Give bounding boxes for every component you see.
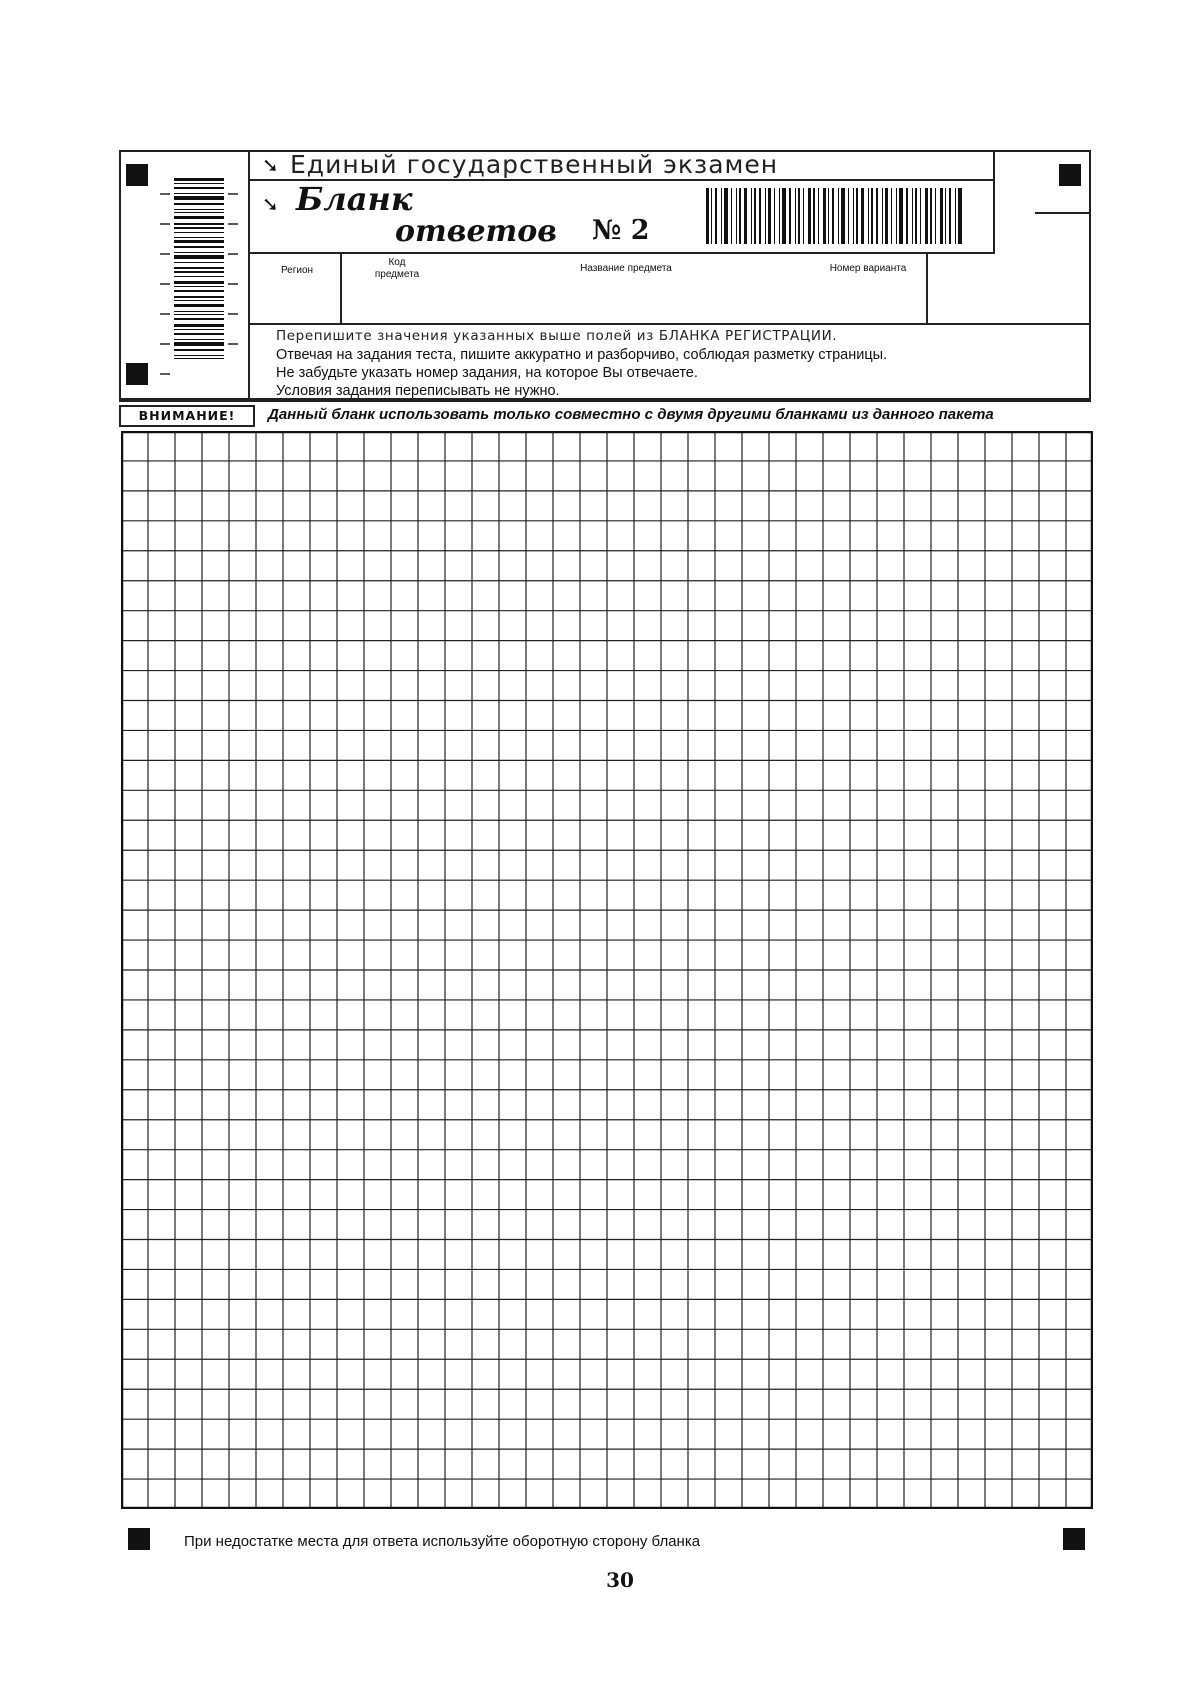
page-number: 30 (606, 1568, 634, 1592)
barcode-bar (798, 188, 800, 244)
corner-marker-bottom-right (1063, 1528, 1085, 1550)
barcode-bar (174, 187, 224, 189)
barcode-bar (945, 188, 946, 244)
barcode-bar (174, 311, 224, 312)
barcode-bar (940, 188, 943, 244)
barcode-bar (174, 314, 224, 315)
barcode-bar (174, 276, 224, 277)
attention-row-top-border (119, 400, 1091, 402)
barcode-bar (868, 188, 869, 244)
barcode-bar (174, 183, 224, 184)
vertical-barcode-icon (160, 174, 238, 386)
barcode-bar (882, 188, 883, 244)
barcode-bar (789, 188, 791, 244)
instruction-line-2: Отвечая на задания теста, пишите аккуратно и разборчиво, соблюдая разметку страницы. (276, 347, 888, 363)
barcode-bar (174, 216, 224, 219)
barcode-bar (724, 188, 728, 244)
barcode-bar (949, 188, 951, 244)
attention-text: Данный бланк использовать только совместно с двумя другими бланками из данного пакета (268, 406, 994, 423)
barcode-bar (744, 188, 747, 244)
instruction-line-1: Перепишите значения указанных выше полей из БЛАНКА РЕГИСТРАЦИИ. (276, 328, 838, 344)
barcode-bar (174, 178, 224, 181)
barcode-bar (958, 188, 962, 244)
barcode-bar (706, 188, 709, 244)
corner-marker-bottom-left (128, 1528, 150, 1550)
subject-name-label: Название предмета (580, 263, 672, 274)
barcode-bar (174, 255, 224, 259)
instruction-line-3: Не забудьте указать номер задания, на которое Вы отвечаете. (276, 365, 698, 381)
arrow-down-right-icon: ➘ (262, 153, 279, 177)
barcode-bar (906, 188, 908, 244)
field-row-divider (250, 323, 1091, 325)
barcode-bar (795, 188, 796, 244)
barcode-bar (174, 290, 224, 292)
barcode-bar (174, 300, 224, 301)
barcode-bar (848, 188, 849, 244)
barcode-bar (174, 296, 224, 298)
barcode-bar (861, 188, 864, 244)
barcode-bar (803, 188, 804, 244)
barcode-bar (768, 188, 771, 244)
horizontal-barcode-icon (704, 188, 966, 246)
arrow-down-right-icon: ➘ (262, 192, 279, 216)
barcode-bar (774, 188, 775, 244)
form-number: № 2 (592, 215, 650, 246)
barcode-bar (721, 188, 722, 244)
barcode-bar (782, 188, 786, 244)
barcode-bar (920, 188, 921, 244)
barcode-bar (174, 358, 224, 359)
subject-code-label-1: Код (388, 257, 406, 268)
barcode-bar (751, 188, 752, 244)
barcode-bar (174, 237, 224, 238)
barcode-bar (899, 188, 903, 244)
corner-box-line (1035, 212, 1091, 214)
barcode-bar (174, 227, 224, 229)
barcode-bar (174, 267, 224, 269)
form-title-line2: ответов (395, 214, 557, 249)
barcode-bar (765, 188, 766, 244)
subject-code-label-2: предмета (374, 269, 420, 280)
barcode-bar (739, 188, 741, 244)
barcode-bar (174, 333, 224, 335)
barcode-bar (736, 188, 737, 244)
barcode-bar (779, 188, 780, 244)
barcode-bar (759, 188, 761, 244)
barcode-bar (174, 232, 224, 233)
barcode-bar (925, 188, 928, 244)
field-divider (340, 254, 342, 323)
barcode-bar (715, 188, 717, 244)
barcode-bar (174, 271, 224, 273)
instruction-line-4: Условия задания переписывать не нужно. (276, 383, 560, 399)
barcode-bar (174, 240, 224, 243)
barcode-bar (754, 188, 756, 244)
barcode-bar (174, 304, 224, 307)
barcode-bar (174, 318, 224, 320)
barcode-bar (731, 188, 732, 244)
barcode-bar (856, 188, 858, 244)
barcode-bar (174, 196, 224, 200)
barcode-bar (955, 188, 956, 244)
region-label: Регион (280, 265, 314, 276)
barcode-bar (896, 188, 897, 244)
barcode-bar (930, 188, 932, 244)
barcode-bar (174, 209, 224, 210)
barcode-bar (174, 262, 224, 263)
variant-number-label: Номер варианта (829, 263, 907, 274)
barcode-bar (174, 252, 224, 253)
barcode-bar (174, 203, 224, 205)
exam-title: Единый государственный экзамен (290, 150, 779, 179)
barcode-bar (808, 188, 811, 244)
barcode-bar (174, 246, 224, 248)
attention-label: ВНИМАНИЕ! (119, 405, 255, 427)
answer-grid[interactable] (121, 431, 1093, 1509)
barcode-bar (912, 188, 913, 244)
barcode-bar (853, 188, 854, 244)
barcode-bar (885, 188, 888, 244)
field-divider (926, 254, 928, 323)
barcode-bar (174, 223, 224, 225)
barcode-bar (935, 188, 936, 244)
barcode-bar (174, 339, 224, 340)
barcode-bar (174, 281, 224, 284)
barcode-bar (174, 193, 224, 194)
barcode-bar (832, 188, 834, 244)
barcode-bar (174, 212, 224, 213)
barcode-bar (174, 324, 224, 327)
footer-note: При недостатке места для ответа используйте оборотную сторону бланка (184, 1533, 701, 1550)
barcode-bar (174, 286, 224, 287)
barcode-bar (174, 355, 224, 356)
form-title-line1: Бланк (296, 180, 413, 218)
barcode-bar (871, 188, 873, 244)
barcode-bar (891, 188, 892, 244)
barcode-bar (841, 188, 845, 244)
barcode-bar (711, 188, 712, 244)
barcode-bar (174, 342, 224, 346)
barcode-bar (838, 188, 839, 244)
barcode-bar (174, 329, 224, 330)
barcode-bar (813, 188, 815, 244)
barcode-bar (818, 188, 819, 244)
barcode-bar (828, 188, 829, 244)
barcode-bar (915, 188, 917, 244)
barcode-bar (823, 188, 826, 244)
barcode-bar (174, 349, 224, 351)
barcode-bar (876, 188, 878, 244)
